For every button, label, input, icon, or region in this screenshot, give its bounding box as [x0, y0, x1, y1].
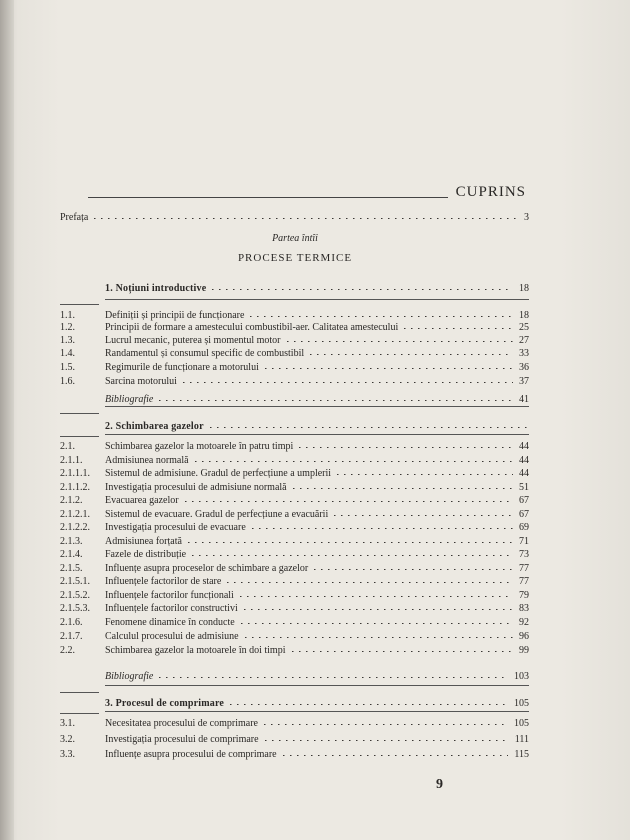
entry-page: 77 — [519, 563, 529, 574]
entry-title: Influențe asupra proceselor de schimbare a gazelor — [105, 563, 309, 574]
entry-number: 2.1.4. — [60, 549, 83, 560]
entry-page: 105 — [514, 718, 529, 729]
entry-title: Calculul procesului de admisiune — [105, 631, 239, 642]
entry-number: 2.2. — [60, 645, 75, 656]
contents-title-row — [88, 184, 526, 206]
entry-number: 2.1.1. — [60, 455, 83, 466]
toc-entry[interactable] — [60, 549, 529, 561]
entry-page: 33 — [519, 348, 529, 359]
dot-leader — [334, 515, 513, 516]
section-rule — [105, 434, 529, 435]
toc-section-heading[interactable] — [60, 421, 529, 433]
entry-number: 1.3. — [60, 335, 75, 346]
dot-leader — [287, 341, 513, 342]
entry-number: 2.1. — [60, 441, 75, 452]
dot-leader — [185, 501, 513, 502]
toc-entry[interactable] — [60, 590, 529, 602]
entry-number: 2.1.3. — [60, 536, 83, 547]
toc-entry[interactable] — [60, 617, 529, 629]
dot-leader — [252, 528, 513, 529]
dot-leader — [250, 316, 513, 317]
entry-page: 67 — [519, 509, 529, 520]
dot-leader — [188, 542, 513, 543]
entry-page: 77 — [519, 576, 529, 587]
entry-number: 2.1.2.2. — [60, 522, 90, 533]
entry-page: 96 — [519, 631, 529, 642]
entry-page: 92 — [519, 617, 529, 628]
entry-title: Schimbarea gazelor la motoarele în patru timpi — [105, 441, 294, 452]
entry-page: 79 — [519, 590, 529, 601]
entry-title: Investigația procesului de admisiune normală — [105, 482, 287, 493]
dot-leader — [240, 596, 513, 597]
toc-entry[interactable] — [60, 310, 529, 322]
entry-page: 41 — [519, 394, 529, 405]
entry-page: 71 — [519, 536, 529, 547]
entry-page: 25 — [519, 322, 529, 333]
entry-page: 44 — [519, 441, 529, 452]
dot-leader — [293, 488, 513, 489]
section-rule — [105, 711, 529, 712]
entry-number: 3.3. — [60, 749, 75, 760]
section-rule — [60, 692, 99, 693]
entry-title: Schimbarea gazelor la motoarele în doi timpi — [105, 645, 286, 656]
entry-title: Evacuarea gazelor — [105, 495, 179, 506]
toc-entry[interactable] — [60, 335, 529, 347]
entry-number: 1.4. — [60, 348, 75, 359]
toc-entry[interactable] — [60, 495, 529, 507]
entry-title: Influențele factorilor funcționali — [105, 590, 234, 601]
entry-page: 73 — [519, 549, 529, 560]
entry-title: 2. Schimbarea gazelor — [105, 421, 204, 432]
entry-page: 37 — [519, 376, 529, 387]
toc-entry[interactable] — [60, 348, 529, 360]
entry-number: 2.1.5.1. — [60, 576, 90, 587]
entry-title: Lucrul mecanic, puterea și momentul motor — [105, 335, 281, 346]
book-spine-shadow — [0, 0, 14, 840]
dot-leader — [183, 382, 513, 383]
entry-title: Regimurile de funcționare a motorului — [105, 362, 259, 373]
dot-leader — [94, 218, 518, 219]
entry-title: Prefața — [60, 212, 89, 223]
entry-number: 1.1. — [60, 310, 75, 321]
entry-title: Definiții și principii de funcționare — [105, 310, 245, 321]
entry-title: Fazele de distribuție — [105, 549, 187, 560]
entry-title: Influențele factorilor de stare — [105, 576, 222, 587]
entry-title: Sistemul de admisiune. Gradul de perfecțiune a umplerii — [105, 468, 332, 479]
toc-entry[interactable] — [60, 455, 529, 467]
dot-leader — [195, 461, 513, 462]
entry-number: 1.5. — [60, 362, 75, 373]
dot-leader — [244, 609, 513, 610]
entry-title: Fenomene dinamice în conducte — [105, 617, 235, 628]
dot-leader — [241, 623, 513, 624]
entry-title: Investigația procesului de evacuare — [105, 522, 246, 533]
title-rule — [88, 197, 448, 198]
entry-number: 2.1.6. — [60, 617, 83, 628]
entry-title: 1. Noțiuni introductive — [105, 283, 207, 294]
entry-page: 67 — [519, 495, 529, 506]
toc-bibliography[interactable] — [60, 671, 529, 683]
dot-leader — [227, 582, 513, 583]
dot-leader — [314, 569, 513, 570]
entry-page: 83 — [519, 603, 529, 614]
entry-number: 1.6. — [60, 376, 75, 387]
section-rule — [60, 436, 99, 437]
dot-leader — [283, 755, 508, 756]
entry-number: 2.1.1.1. — [60, 468, 90, 479]
dot-leader — [245, 637, 513, 638]
entry-title: Admisiunea forțată — [105, 536, 182, 547]
toc-entry[interactable] — [60, 603, 529, 615]
page-number: 9 — [436, 777, 443, 792]
entry-page: 115 — [514, 749, 529, 760]
entry-title: Bibliografie — [105, 394, 154, 405]
entry-page: 36 — [519, 362, 529, 373]
dot-leader — [212, 289, 513, 290]
dot-leader — [264, 724, 508, 725]
entry-page: 18 — [519, 310, 529, 321]
entry-title: Principii de formare a amestecului combustibil-aer. Calitatea amestecului — [105, 322, 399, 333]
toc-entry[interactable] — [60, 441, 529, 453]
toc-preface[interactable] — [60, 212, 529, 224]
dot-leader — [210, 427, 529, 428]
part-title: PROCESE TERMICE — [237, 252, 353, 264]
section-rule — [60, 413, 99, 414]
dot-leader — [265, 740, 509, 741]
entry-page: 3 — [524, 212, 529, 223]
toc-entry[interactable] — [60, 645, 529, 657]
toc-entry[interactable] — [60, 362, 529, 374]
toc-entry[interactable] — [60, 536, 529, 548]
entry-title: Sarcina motorului — [105, 376, 177, 387]
toc-bibliography[interactable] — [60, 394, 529, 406]
section-rule — [60, 713, 99, 714]
entry-title: 3. Procesul de comprimare — [105, 698, 225, 709]
contents-title: CUPRINS — [455, 184, 526, 200]
entry-title: Influențe asupra procesului de comprimare — [105, 749, 277, 760]
dot-leader — [265, 368, 513, 369]
entry-title: Randamentul și consumul specific de combustibil — [105, 348, 305, 359]
dot-leader — [230, 704, 508, 705]
entry-title: Influențele factorilor constructivi — [105, 603, 238, 614]
entry-number: 2.1.2.1. — [60, 509, 90, 520]
entry-page: 18 — [519, 283, 529, 294]
dot-leader — [337, 474, 513, 475]
section-rule — [60, 304, 99, 305]
entry-title: Sistemul de evacuare. Gradul de perfecțiune a evacuării — [105, 509, 329, 520]
entry-number: 2.1.1.2. — [60, 482, 90, 493]
toc-entry[interactable] — [60, 734, 529, 746]
entry-page: 105 — [514, 698, 529, 709]
toc-entry[interactable] — [60, 563, 529, 575]
toc-entry[interactable] — [60, 718, 529, 730]
dot-leader — [292, 651, 513, 652]
toc-entry[interactable] — [60, 509, 529, 521]
dot-leader — [299, 447, 513, 448]
entry-page: 103 — [514, 671, 529, 682]
section-rule — [105, 685, 529, 686]
section-rule — [105, 299, 529, 300]
toc-entry[interactable] — [60, 322, 529, 334]
toc-entry[interactable] — [60, 631, 529, 643]
dot-leader — [192, 555, 513, 556]
entry-number: 2.1.7. — [60, 631, 83, 642]
entry-number: 2.1.2. — [60, 495, 83, 506]
toc-entry[interactable] — [60, 482, 529, 494]
toc-entry[interactable] — [60, 749, 529, 761]
dot-leader — [159, 677, 508, 678]
entry-page: 44 — [519, 455, 529, 466]
entry-page: 51 — [519, 482, 529, 493]
dot-leader — [310, 354, 513, 355]
entry-page: 27 — [519, 335, 529, 346]
entry-title: Necesitatea procesului de comprimare — [105, 718, 258, 729]
entry-number: 1.2. — [60, 322, 75, 333]
toc-section-heading[interactable] — [60, 698, 529, 710]
entry-number: 2.1.5. — [60, 563, 83, 574]
entry-title: Admisiunea normală — [105, 455, 189, 466]
entry-title: Bibliografie — [105, 671, 154, 682]
entry-page: 99 — [519, 645, 529, 656]
toc-entry[interactable] — [60, 376, 529, 388]
toc-entry[interactable] — [60, 522, 529, 534]
toc-section-heading[interactable] — [60, 283, 529, 295]
entry-page: 111 — [514, 734, 529, 745]
toc-entry[interactable] — [60, 576, 529, 588]
entry-number: 3.2. — [60, 734, 75, 745]
toc-entry[interactable] — [60, 468, 529, 480]
entry-number: 3.1. — [60, 718, 75, 729]
dot-leader — [404, 328, 513, 329]
entry-page: 69 — [519, 522, 529, 533]
section-rule — [105, 406, 529, 407]
part-label: Partea întîi — [272, 233, 318, 244]
entry-title: Investigația procesului de comprimare — [105, 734, 259, 745]
dot-leader — [159, 400, 513, 401]
entry-number: 2.1.5.2. — [60, 590, 90, 601]
entry-number: 2.1.5.3. — [60, 603, 90, 614]
entry-page: 44 — [519, 468, 529, 479]
